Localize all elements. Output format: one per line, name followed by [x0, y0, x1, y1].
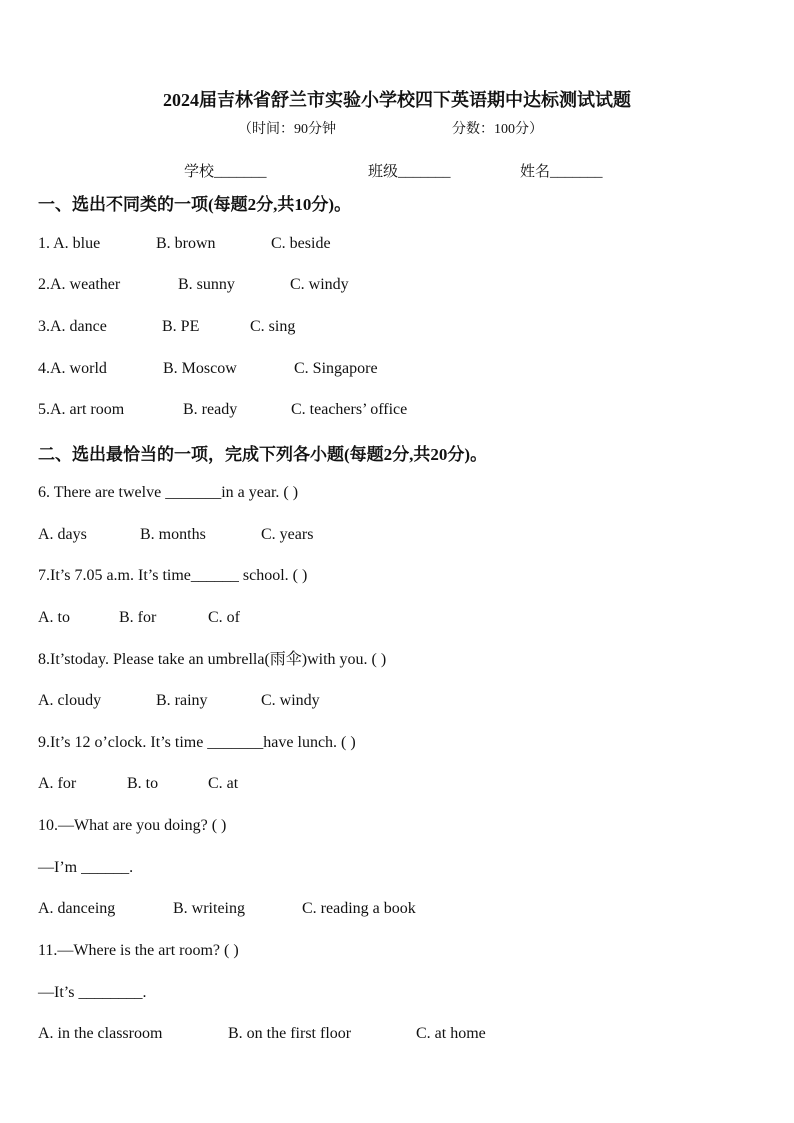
exam-score: 分数：100分）	[452, 122, 543, 137]
q10-option-b: B. writeing	[173, 900, 245, 917]
q11-option-c: C. at home	[416, 1025, 486, 1042]
q11-option-a: A. in the classroom	[38, 1025, 163, 1042]
class-field: 班级_______	[368, 164, 451, 180]
q7-option-a: A. to	[38, 609, 70, 626]
q1-option-b: B. brown	[156, 235, 216, 252]
section2-heading: 二、选出最恰当的一项，完成下列各小题(每题2分,共20分)。	[38, 445, 488, 464]
q11-answer-line: —It’s ________.	[38, 984, 147, 1001]
q9-stem: 9.It’s 12 o’clock. It’s time _______have lunch. ( )	[38, 734, 356, 751]
q6-option-b: B. months	[140, 526, 206, 543]
q6-option-a: A. days	[38, 526, 87, 543]
q10-stem: 10.—What are you doing? ( )	[38, 817, 227, 834]
q8-option-c: C. windy	[261, 692, 320, 709]
q10-option-c: C. reading a book	[302, 900, 416, 917]
q4-option-b: B. Moscow	[163, 360, 237, 377]
section1-heading: 一、选出不同类的一项(每题2分,共10分)。	[38, 195, 352, 214]
q7-option-c: C. of	[208, 609, 240, 626]
q8-option-a: A. cloudy	[38, 692, 102, 709]
q3-option-a: 3.A. dance	[38, 318, 107, 335]
q6-option-c: C. years	[261, 526, 314, 543]
q7-option-b: B. for	[119, 609, 157, 626]
q3-option-b: B. PE	[162, 318, 200, 335]
q3-option-c: C. sing	[250, 318, 296, 335]
q10-option-a: A. danceing	[38, 900, 116, 917]
name-field: 姓名_______	[520, 164, 603, 180]
q2-option-a: 2.A. weather	[38, 276, 121, 293]
exam-title: 2024届吉林省舒兰市实验小学校四下英语期中达标测试试题	[163, 90, 631, 110]
q8-option-b: B. rainy	[156, 692, 208, 709]
q5-option-b: B. ready	[183, 401, 238, 418]
q7-stem: 7.It’s 7.05 a.m. It’s time______ school. ( )	[38, 567, 308, 584]
q4-option-c: C. Singapore	[294, 360, 378, 377]
q5-option-a: 5.A. art room	[38, 401, 125, 418]
q5-option-c: C. teachers’ office	[291, 401, 408, 418]
q8-stem: 8.It’stoday. Please take an umbrella(雨伞)with you. ( )	[38, 651, 387, 668]
q4-option-a: 4.A. world	[38, 360, 107, 377]
q10-answer-line: —I’m ______.	[38, 859, 134, 876]
q9-option-c: C. at	[208, 775, 239, 792]
q1-option-a: 1. A. blue	[38, 235, 101, 252]
q2-option-b: B. sunny	[178, 276, 235, 293]
school-field: 学校_______	[184, 164, 267, 180]
q6-stem: 6. There are twelve _______in a year. ( )	[38, 484, 299, 501]
q2-option-c: C. windy	[290, 276, 349, 293]
q1-option-c: C. beside	[271, 235, 331, 252]
q9-option-a: A. for	[38, 775, 77, 792]
q11-stem: 11.—Where is the art room? ( )	[38, 942, 239, 959]
q9-option-b: B. to	[127, 775, 159, 792]
q11-option-b: B. on the first floor	[228, 1025, 352, 1042]
exam-time: （时间：90分钟	[238, 122, 336, 137]
